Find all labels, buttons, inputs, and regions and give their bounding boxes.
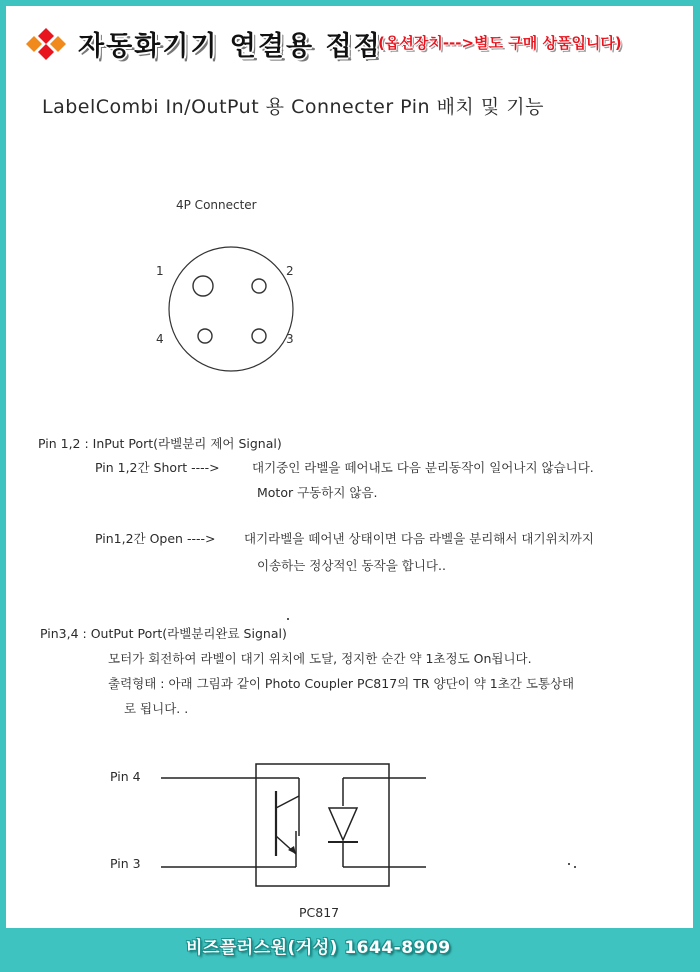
connector-label: 4P Connecter [176,198,257,212]
pin12-short-desc-2: Motor 구동하지 않음. [257,485,378,500]
pin12-open-label: Pin1,2간 Open ----> [95,531,216,546]
pin12-open-desc-1: 대기라벨을 떼어낸 상태이면 다음 라벨을 분리해서 대기위치까지 [244,531,594,546]
pin-number-2: 2 [286,264,294,278]
pin34-desc-3: 로 됩니다. . [124,701,189,716]
pin12-open-desc-2: 이송하는 정상적인 동작을 합니다.. [257,558,446,573]
led-diode-triangle [329,808,357,840]
scan-speck [568,863,570,865]
scan-speck [574,866,576,868]
pin34-desc-1: 모터가 회전하여 라벨이 대기 위치에 도달, 정지한 순간 약 1초정도 On됩니다. [108,651,532,666]
circuit-pin4-label: Pin 4 [110,769,141,784]
pin-1-hole [193,276,213,296]
pin12-short-label: Pin 1,2간 Short ----> [95,460,220,475]
pin12-short-desc-1: 대기중인 라벨을 떼어내도 다음 분리동작이 일어나지 않습니다. [252,460,594,475]
pin-number-3: 3 [286,332,294,346]
photocoupler-circuit [6,746,693,896]
footer-contact: 비즈플러스원(거성) 1644-8909 [186,938,451,958]
option-note: (옵션장치--->별도 구매 상품입니다) [378,34,622,52]
scan-speck [287,618,289,620]
connector-diagram [146,241,316,381]
pin-4-hole [198,329,212,343]
circuit-pin3-label: Pin 3 [110,856,141,871]
page-title: 자동화기기 연결용 접점 [78,31,382,62]
connector-outline [169,247,293,371]
pin-number-4: 4 [156,332,164,346]
header [6,6,693,76]
pin-2-hole [252,279,266,293]
pin12-heading: Pin 1,2 : InPut Port(라벨분리 제어 Signal) [38,436,282,451]
diamond-cluster-icon [24,28,68,60]
document-title: LabelCombi In/OutPut 용 Connecter Pin 배치 및 기능 [42,96,544,118]
pin-3-hole [252,329,266,343]
pin34-heading: Pin3,4 : OutPut Port(라벨분리완료 Signal) [40,626,287,641]
pin-number-1: 1 [156,264,164,278]
circuit-part-label: PC817 [299,905,340,920]
pin34-desc-2: 출력형태 : 아래 그림과 같이 Photo Coupler PC817의 TR 양단이 약 1초간 도통상태 [108,676,575,691]
document-page [6,6,693,966]
transistor-collector [276,796,299,808]
